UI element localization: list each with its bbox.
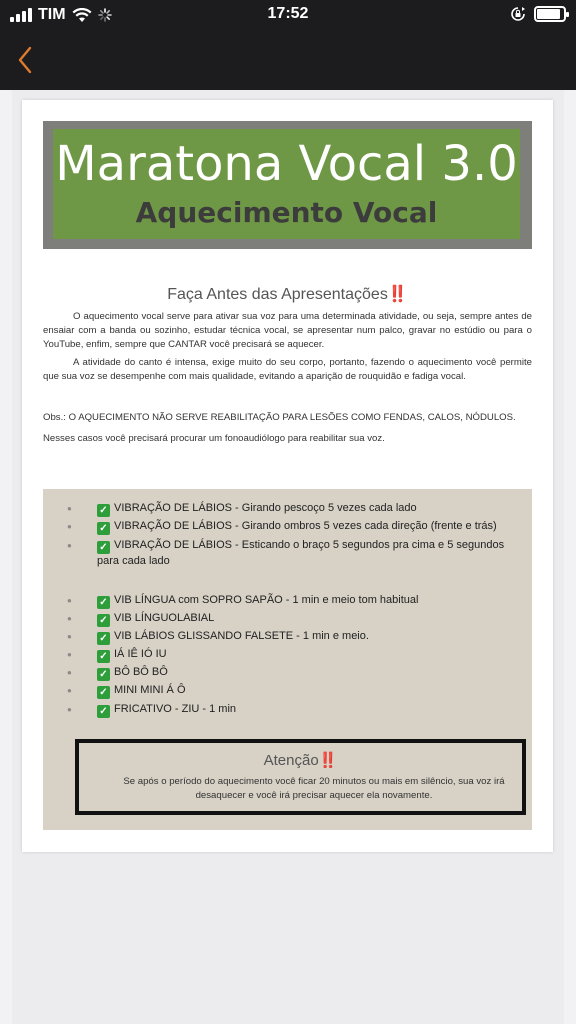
navigation-bar: [0, 30, 576, 90]
bullet-icon: ●: [67, 504, 72, 513]
bullet-icon: ●: [67, 705, 72, 714]
bullet-icon: ●: [67, 522, 72, 531]
check-mark-icon: ✓: [97, 705, 110, 718]
bullet-icon: ●: [67, 596, 72, 605]
orientation-lock-icon: [510, 6, 526, 22]
chevron-left-icon: [12, 44, 42, 76]
exercise-text: IÁ IÊ IÓ IU: [114, 648, 167, 660]
attention-title: [79, 751, 522, 769]
check-mark-icon: ✓: [97, 522, 110, 535]
status-bar: [0, 0, 576, 30]
check-mark-icon: ✓: [97, 541, 110, 554]
status-time: 17:52: [267, 5, 309, 22]
list-item: [67, 647, 507, 663]
document-page: [22, 100, 553, 852]
exercise-text: VIBRAÇÃO DE LÁBIOS - Girando ombros 5 vezes cada direção (frente e trás): [114, 520, 497, 532]
title-banner: [43, 121, 532, 249]
check-mark-icon: ✓: [97, 668, 110, 681]
exercise-text: VIBRAÇÃO DE LÁBIOS - Girando pescoço 5 vezes cada lado: [114, 502, 417, 514]
check-mark-icon: ✓: [97, 686, 110, 699]
battery-icon: [534, 6, 566, 22]
document-viewer[interactable]: [12, 90, 564, 1024]
intro-paragraph-1: O aquecimento vocal serve para ativar sua voz para uma determinada atividade, ou seja, sempre antes de ensaiar com a banda ou sozinho, estudar técnica vocal, se apresentar num palco, gravar no estúdio ou para o YouTube, enfim, sempre que CANTAR você precisará se aquecer.: [43, 311, 532, 350]
bullet-icon: ●: [67, 614, 72, 623]
list-item: [67, 683, 507, 699]
check-mark-icon: ✓: [97, 504, 110, 517]
list-item: [67, 501, 507, 517]
list-item: [67, 665, 507, 681]
exercise-text: VIBRAÇÃO DE LÁBIOS - Esticando o braço 5 segundos pra cima e 5 segundos para cada lado: [97, 539, 505, 567]
bullet-icon: ●: [67, 686, 72, 695]
check-mark-icon: ✓: [97, 596, 110, 609]
intro-heading-text: Faça Antes das Apresentações: [167, 286, 388, 303]
intro-paragraph-2: A atividade do canto é intensa, exige muito do seu corpo, portanto, fazendo o aquecimento você permite que sua voz se desempenhe com mais qualidade, evitando a aparição de rouquidão e fadiga vocal.: [43, 357, 532, 382]
list-item: [67, 629, 507, 645]
bullet-icon: ●: [67, 668, 72, 677]
attention-title-text: Atenção: [263, 752, 319, 769]
list-item: [67, 702, 507, 718]
intro-heading: [22, 284, 553, 304]
obs-line-2: Nesses casos você precisará procurar um fonoaudiólogo para reabilitar sua voz.: [43, 433, 385, 444]
double-exclamation-icon: ‼️: [387, 286, 408, 303]
list-item: [67, 611, 507, 627]
banner-subtitle: Aquecimento Vocal: [135, 196, 438, 229]
back-button[interactable]: [12, 44, 42, 76]
exercise-text: BÔ BÔ BÔ: [114, 666, 168, 678]
obs-line-1: Obs.: O AQUECIMENTO NÃO SERVE REABILITAÇÃO PARA LESÕES COMO FENDAS, CALOS, NÓDULOS.: [43, 412, 516, 423]
list-item: [67, 593, 507, 609]
double-exclamation-icon: ‼️: [318, 752, 338, 769]
exercise-text: FRICATIVO - ZIU - 1 min: [114, 703, 237, 715]
attention-text: Se após o período do aquecimento você ficar 20 minutos ou mais em silêncio, sua voz irá desaquecer e você irá precisar aquecer ela novamente.: [123, 776, 505, 801]
banner-title: Maratona Vocal 3.0: [55, 136, 518, 192]
bullet-icon: ●: [67, 632, 72, 641]
attention-box: [75, 739, 526, 815]
exercise-text: VIB LÁBIOS GLISSANDO FALSETE - 1 min e meio.: [114, 630, 369, 642]
bullet-icon: ●: [67, 650, 72, 659]
list-item: [67, 538, 507, 569]
exercise-text: VIB LÍNGUOLABIAL: [114, 612, 215, 624]
exercise-text: MINI MINI Á Ô: [114, 684, 186, 696]
exercise-list-panel: [43, 489, 532, 830]
list-item: [67, 519, 507, 535]
status-right: [510, 6, 566, 22]
check-mark-icon: ✓: [97, 614, 110, 627]
carrier-label: TIM: [38, 6, 66, 23]
check-mark-icon: ✓: [97, 650, 110, 663]
exercise-text: VIB LÍNGUA com SOPRO SAPÃO - 1 min e meio tom habitual: [114, 594, 419, 606]
check-mark-icon: ✓: [97, 632, 110, 645]
bullet-icon: ●: [67, 541, 72, 550]
title-banner-fill: [53, 129, 520, 239]
